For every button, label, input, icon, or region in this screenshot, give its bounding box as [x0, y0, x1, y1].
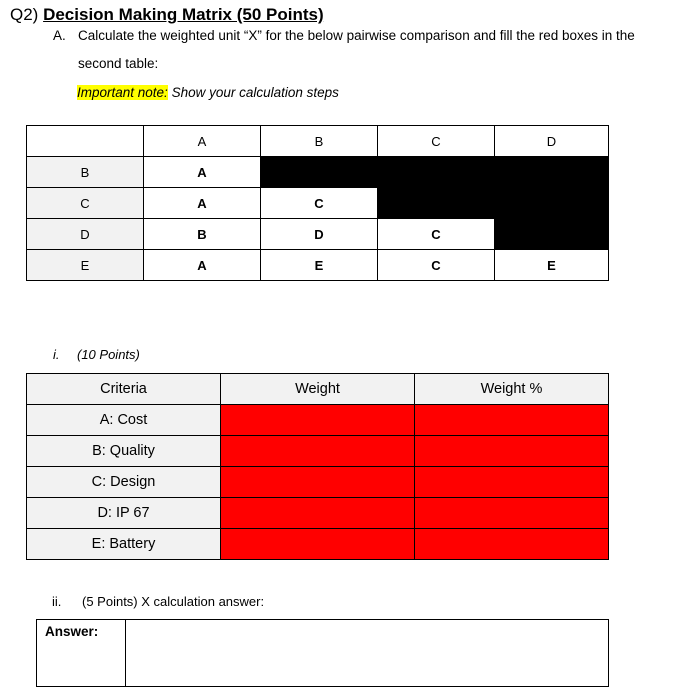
table-row [27, 405, 609, 436]
weight-percent-input-box[interactable] [415, 467, 609, 498]
question-number: Q2) [10, 5, 39, 24]
pairwise-cell: C [378, 250, 495, 281]
weights-col-header: Criteria [27, 374, 221, 405]
answer-input-box[interactable] [126, 620, 609, 687]
pairwise-col-header: A [144, 126, 261, 157]
important-note [77, 85, 339, 100]
table-row [27, 436, 609, 467]
table-row [27, 250, 609, 281]
pairwise-cell: A [144, 157, 261, 188]
pairwise-cell: A [144, 250, 261, 281]
pairwise-row-header: B [27, 157, 144, 188]
pairwise-blocked-cell [495, 157, 609, 188]
weight-input-box[interactable] [221, 498, 415, 529]
part-ii-marker: ii. [52, 594, 62, 609]
item-a-text: Calculate the weighted unit “X” for the below pairwise comparison and fill the red boxes in the second table: [78, 28, 635, 71]
question-heading: Decision Making Matrix (50 Points) [43, 5, 324, 24]
criteria-label: E: Battery [27, 529, 221, 560]
pairwise-comparison-table [26, 125, 609, 281]
part-ii [52, 594, 265, 609]
weights-col-header: Weight [221, 374, 415, 405]
weights-col-header: Weight % [415, 374, 609, 405]
weight-percent-input-box[interactable] [415, 405, 609, 436]
item-a-marker: A. [53, 28, 66, 43]
weight-input-box[interactable] [221, 405, 415, 436]
important-note-label: Important note: [77, 85, 168, 100]
pairwise-row-header: C [27, 188, 144, 219]
pairwise-cell: E [495, 250, 609, 281]
weight-percent-input-box[interactable] [415, 529, 609, 560]
pairwise-col-header: D [495, 126, 609, 157]
table-row [27, 188, 609, 219]
weights-header-row [27, 374, 609, 405]
weight-input-box[interactable] [221, 436, 415, 467]
table-row [27, 157, 609, 188]
pairwise-cell: A [144, 188, 261, 219]
pairwise-row-header: D [27, 219, 144, 250]
criteria-label: B: Quality [27, 436, 221, 467]
weight-percent-input-box[interactable] [415, 436, 609, 467]
table-row [27, 498, 609, 529]
table-row [27, 467, 609, 498]
table-row [27, 529, 609, 560]
pairwise-blocked-cell [495, 188, 609, 219]
part-i-label: (10 Points) [77, 347, 140, 362]
weights-table [26, 373, 609, 560]
weight-percent-input-box[interactable] [415, 498, 609, 529]
pairwise-cell: B [144, 219, 261, 250]
part-i [53, 347, 140, 362]
weight-input-box[interactable] [221, 529, 415, 560]
part-i-marker: i. [53, 347, 60, 362]
criteria-label: A: Cost [27, 405, 221, 436]
pairwise-blocked-cell [378, 157, 495, 188]
important-note-text: Show your calculation steps [167, 85, 339, 100]
pairwise-cell: D [261, 219, 378, 250]
criteria-label: C: Design [27, 467, 221, 498]
pairwise-cell: C [261, 188, 378, 219]
criteria-label: D: IP 67 [27, 498, 221, 529]
table-row [27, 219, 609, 250]
pairwise-blocked-cell [495, 219, 609, 250]
pairwise-col-header: B [261, 126, 378, 157]
answer-table [36, 619, 609, 687]
weight-input-box[interactable] [221, 467, 415, 498]
answer-row [37, 620, 609, 687]
pairwise-row-header: E [27, 250, 144, 281]
pairwise-corner [27, 126, 144, 157]
pairwise-blocked-cell [378, 188, 495, 219]
part-ii-label: (5 Points) X calculation answer: [82, 594, 265, 609]
pairwise-col-header: C [378, 126, 495, 157]
pairwise-cell: C [378, 219, 495, 250]
pairwise-blocked-cell [261, 157, 378, 188]
pairwise-header-row [27, 126, 609, 157]
answer-label: Answer: [37, 620, 126, 687]
pairwise-cell: E [261, 250, 378, 281]
